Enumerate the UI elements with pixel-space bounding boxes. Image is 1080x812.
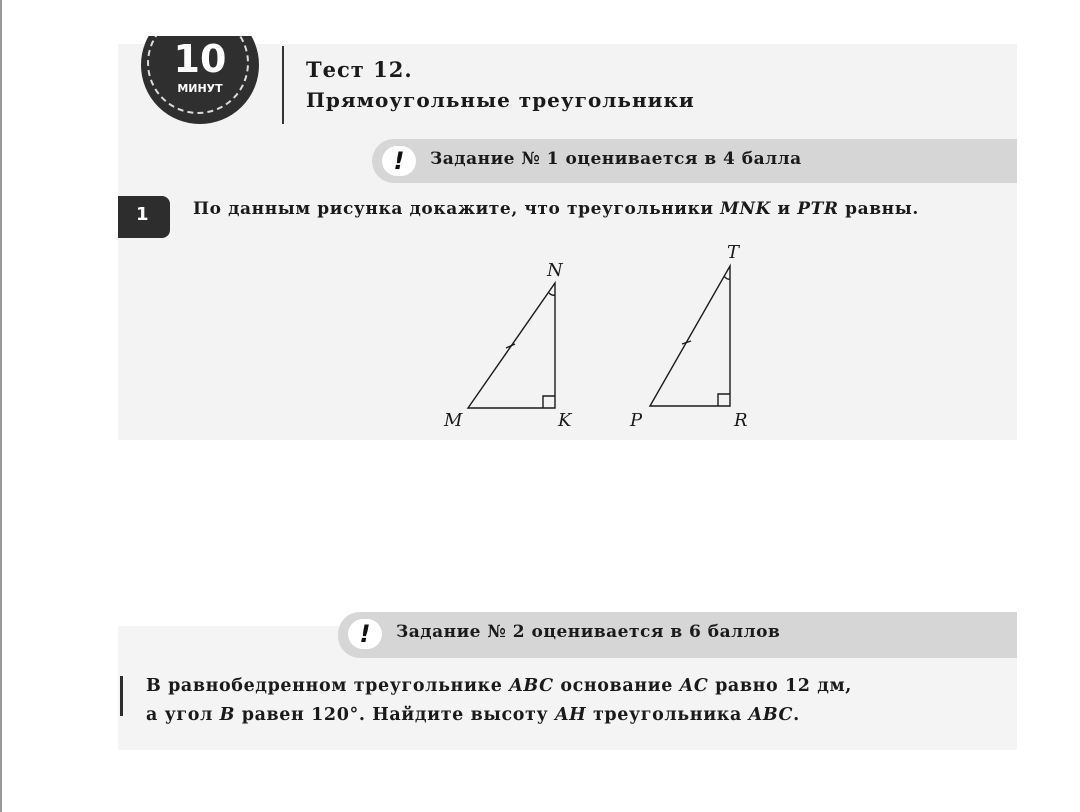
task-1-text-before: По данным рисунка докажите, что треугольники [193, 199, 721, 219]
timer-number: 10 [173, 37, 227, 81]
triangles-figure [430, 238, 790, 438]
angle-mark-t [724, 276, 730, 279]
triangles-svg [430, 238, 790, 438]
task-1-text-after: равны. [838, 199, 919, 219]
task-2-score-text: Задание № 2 оценивается в 6 баллов [396, 622, 781, 642]
height-ah-name: AH [554, 705, 587, 725]
segment-ac-name: AC [679, 676, 709, 696]
angle-b-name: B [219, 705, 236, 725]
task-1-number: 1 [136, 204, 149, 225]
triangle-a-name: MNK [720, 199, 772, 219]
task-1-conjunction: и [771, 199, 798, 219]
task-2-l1-t3: равно 12 дм, [708, 676, 852, 696]
title-divider [282, 46, 284, 124]
right-angle-mark-r [718, 394, 730, 406]
task-1-score-banner [372, 139, 1017, 183]
exclamation-glyph: ! [359, 620, 371, 648]
task-2-l2-t4: . [793, 705, 800, 725]
triangle-abc-name-2: ABC [748, 705, 794, 725]
vertex-label-t: T [727, 242, 740, 263]
task-2-l2-t1: а угол [146, 705, 220, 725]
task-1-statement [193, 199, 919, 219]
vertex-label-r: R [734, 410, 748, 431]
timer-unit: МИНУТ [177, 82, 223, 95]
task-2-l1-t1: В равнобедренном треугольнике [146, 676, 510, 696]
triangle-abc-name: ABC [509, 676, 554, 696]
task-2-l2-t2: равен 120°. Найдите высоту [235, 705, 555, 725]
triangle-ptr [650, 266, 730, 406]
task-2-l1-t2: основание [553, 676, 680, 696]
vertex-label-k: K [558, 410, 572, 431]
vertex-label-p: P [630, 410, 643, 431]
page-title: Прямоугольные треугольники [306, 88, 695, 112]
right-angle-mark-k [543, 396, 555, 408]
triangle-ptr-outline [650, 266, 730, 406]
task-1-number-badge [118, 196, 170, 238]
timer-badge [141, 36, 259, 124]
page-left-border [0, 0, 2, 812]
task-2-line-1 [146, 676, 852, 696]
vertex-label-n: N [547, 260, 563, 281]
task-1-score-text: Задание № 1 оценивается в 4 балла [430, 149, 802, 169]
task-2-marker-bar [120, 676, 123, 716]
triangle-mnk [468, 283, 555, 408]
vertex-label-m: M [444, 410, 463, 431]
angle-mark-n [549, 293, 555, 295]
exclamation-glyph: ! [393, 147, 405, 175]
exclamation-icon [382, 146, 416, 176]
test-number: Тест 12. [306, 57, 413, 82]
task-2-score-banner [338, 612, 1017, 658]
exclamation-icon [348, 619, 382, 649]
triangle-b-name: PTR [797, 199, 839, 219]
task-2-line-2 [146, 705, 800, 725]
task-2-l2-t3: треугольника [586, 705, 749, 725]
